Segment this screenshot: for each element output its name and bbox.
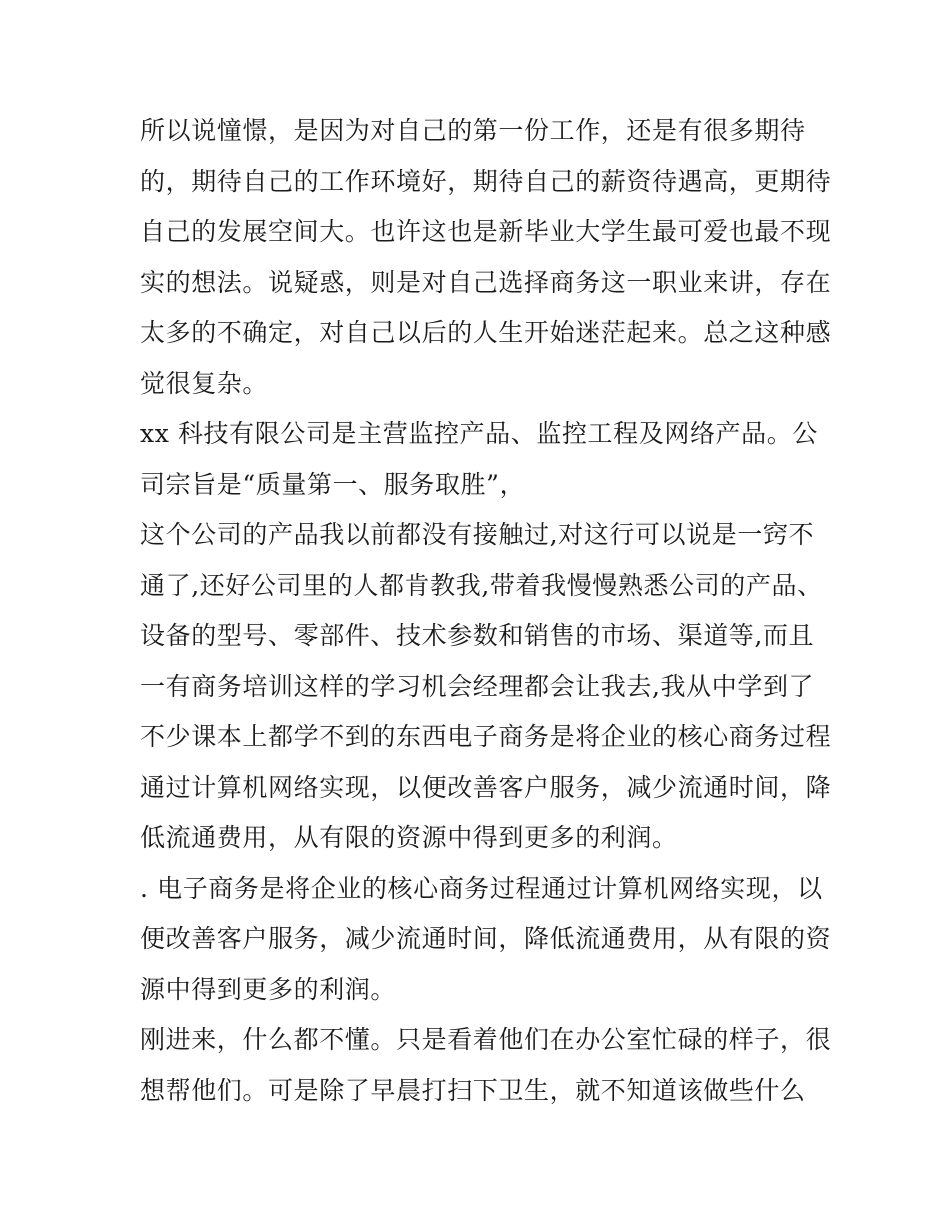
text-line: 一有商务培训这样的学习机会经理都会让我去,我从中学到了 xyxy=(140,671,815,701)
text-line: xx 科技有限公司是主营监控产品、监控工程及网络产品。公 xyxy=(140,419,818,448)
text-line: 想帮他们。可是除了早晨打扫下卫生，就不知道该做些什么 xyxy=(140,1075,806,1105)
text-line: . 电子商务是将企业的核心商务过程通过计算机网络实现，以 xyxy=(140,873,823,903)
text-line: 设备的型号、零部件、技术参数和销售的市场、渠道等,而且 xyxy=(140,621,815,650)
text-line: 自己的发展空间大。也许这也是新毕业大学生最可爱也最不现 xyxy=(140,217,832,246)
text-line: 源中得到更多的利润。 xyxy=(140,974,397,1004)
text-line: 觉很复杂。 xyxy=(140,368,269,398)
text-line: 低流通费用，从有限的资源中得到更多的利润。 xyxy=(140,823,678,852)
text-line: 不少课本上都学不到的东西电子商务是将企业的核心商务过程 xyxy=(140,722,832,751)
text-line: 这个公司的产品我以前都没有接触过,对这行可以说是一窍不 xyxy=(140,520,815,549)
text-line: 实的想法。说疑惑，则是对自己选择商务这一职业来讲，存在 xyxy=(140,267,832,297)
text-line: 通了,还好公司里的人都肯教我,带着我慢慢熟悉公司的产品、 xyxy=(140,570,823,600)
text-line: 刚进来，什么都不懂。只是看着他们在办公室忙碌的样子，很 xyxy=(140,1025,832,1054)
text-line: 通过计算机网络实现，以便改善客户服务，减少流通时间，降 xyxy=(140,772,832,802)
body-text xyxy=(140,106,832,1116)
text-line: 司宗旨是“质量第一、服务取胜”， xyxy=(140,469,526,499)
text-line: 的，期待自己的工作环境好，期待自己的薪资待遇高，更期待 xyxy=(140,166,832,196)
text-line: 所以说憧憬，是因为对自己的第一份工作，还是有很多期待 xyxy=(140,116,806,145)
text-line: 便改善客户服务，减少流通时间，降低流通费用，从有限的资 xyxy=(140,924,832,953)
text-line: 太多的不确定，对自己以后的人生开始迷茫起来。总之这种感 xyxy=(140,318,832,347)
